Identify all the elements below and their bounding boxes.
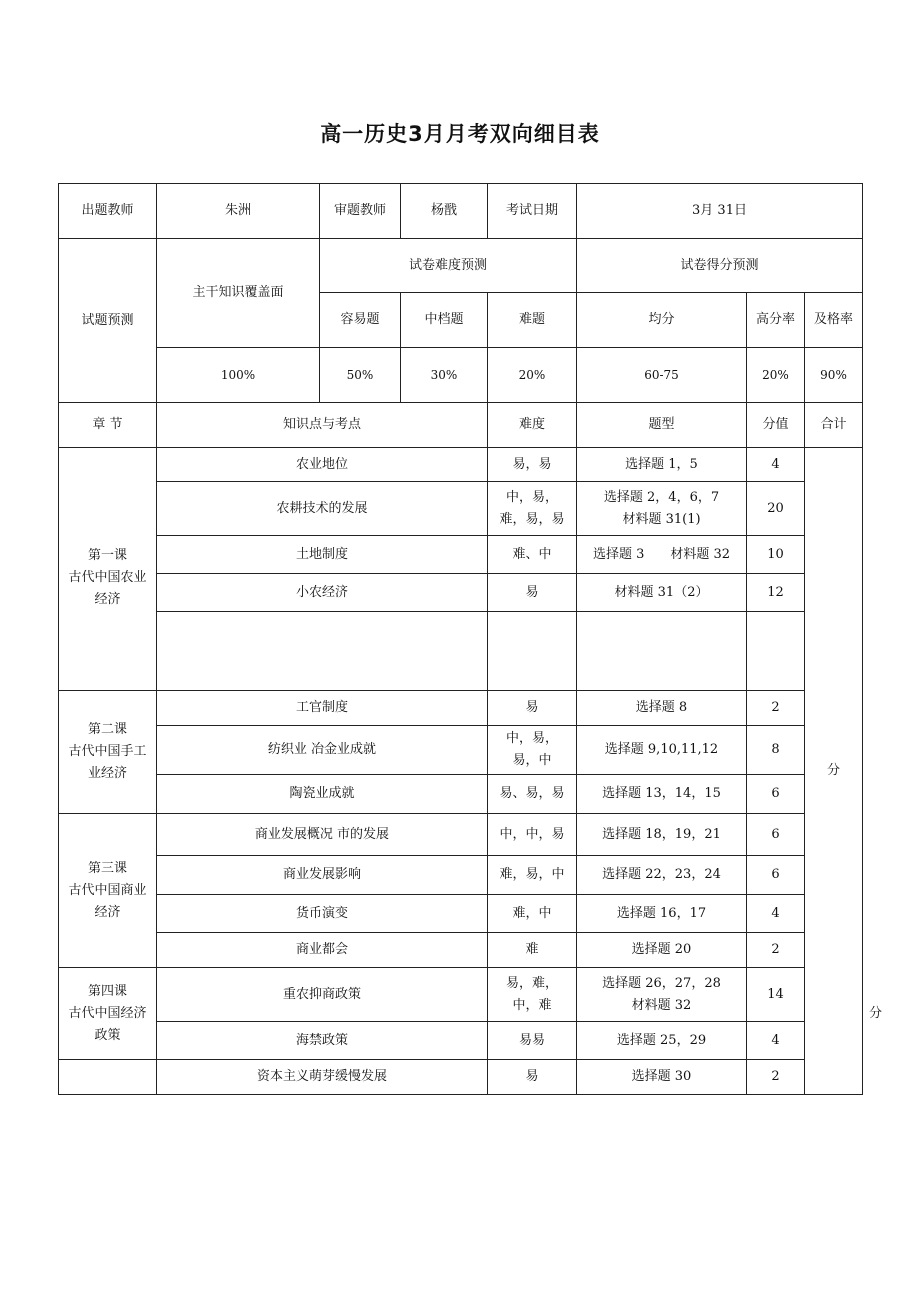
table-row: 第四课 古代中国经济政策 重农抑商政策 易，难，中，难 选择题 26，27，28 材料题 32 14 分 bbox=[59, 968, 863, 1022]
knowledge-point: 农业地位 bbox=[157, 448, 488, 482]
question-type: 选择题 13，14，15 bbox=[577, 775, 747, 814]
score-cell: 4 bbox=[747, 895, 805, 933]
difficulty-cell: 难，中 bbox=[488, 895, 577, 933]
question-type: 选择题 30 bbox=[577, 1060, 747, 1095]
difficulty-cell: 易，易 bbox=[488, 448, 577, 482]
chapter-name: 第四课 古代中国经济政策 bbox=[59, 968, 157, 1060]
avg-value: 60-75 bbox=[577, 348, 747, 403]
reviewer-label: 审题教师 bbox=[320, 184, 401, 239]
col-difficulty: 难度 bbox=[488, 403, 577, 448]
col-type: 题型 bbox=[577, 403, 747, 448]
empty-cell bbox=[488, 612, 577, 691]
hard-value: 20% bbox=[488, 348, 577, 403]
score-cell: 12 bbox=[747, 574, 805, 612]
knowledge-point: 纺织业 冶金业成就 bbox=[157, 726, 488, 775]
question-type: 选择题 2，4，6，7 材料题 31(1) bbox=[577, 482, 747, 536]
hard-label: 难题 bbox=[488, 293, 577, 348]
score-cell: 14 bbox=[747, 968, 805, 1022]
knowledge-point: 海禁政策 bbox=[157, 1022, 488, 1060]
header-row bbox=[59, 184, 863, 239]
table-row bbox=[59, 448, 863, 482]
score-cell: 2 bbox=[747, 933, 805, 968]
col-total: 合计 bbox=[805, 403, 863, 448]
empty-cell bbox=[577, 612, 747, 691]
score-cell: 2 bbox=[747, 1060, 805, 1095]
col-chapter: 章 节 bbox=[59, 403, 157, 448]
difficulty-cell: 中，易，难，易，易 bbox=[488, 482, 577, 536]
coverage-value: 100% bbox=[157, 348, 320, 403]
chapter-name: 第二课 古代中国手工业经济 bbox=[59, 691, 157, 814]
forecast-row-1 bbox=[59, 239, 863, 293]
detail-table bbox=[58, 183, 883, 1095]
pass-value: 90% bbox=[805, 348, 863, 403]
column-header-row bbox=[59, 403, 863, 448]
chapter-name: 第一课 古代中国农业经济 bbox=[59, 448, 157, 691]
difficulty-cell: 易 bbox=[488, 691, 577, 726]
forecast-row-3 bbox=[59, 348, 863, 403]
difficulty-cell: 易易 bbox=[488, 1022, 577, 1060]
empty-cell bbox=[747, 612, 805, 691]
knowledge-point: 商业发展概况 市的发展 bbox=[157, 814, 488, 856]
date-label: 考试日期 bbox=[488, 184, 577, 239]
easy-label: 容易题 bbox=[320, 293, 401, 348]
table-row bbox=[59, 691, 863, 726]
score-cell: 6 bbox=[747, 775, 805, 814]
question-type: 选择题 8 bbox=[577, 691, 747, 726]
score-cell: 4 bbox=[747, 448, 805, 482]
question-type: 选择题 22，23，24 bbox=[577, 856, 747, 895]
author-label: 出题教师 bbox=[59, 184, 157, 239]
difficulty-cell: 中，中，易 bbox=[488, 814, 577, 856]
difficulty-cell: 难，易，中 bbox=[488, 856, 577, 895]
question-type: 选择题 1，5 bbox=[577, 448, 747, 482]
high-label: 高分率 bbox=[747, 293, 805, 348]
difficulty-cell: 中，易，易，中 bbox=[488, 726, 577, 775]
difficulty-forecast-label: 试卷难度预测 bbox=[320, 239, 577, 293]
table-row bbox=[59, 536, 863, 574]
question-type: 选择题 18，19，21 bbox=[577, 814, 747, 856]
col-knowledge: 知识点与考点 bbox=[157, 403, 488, 448]
table-row bbox=[59, 1022, 863, 1060]
question-type: 选择题 3 材料题 32 bbox=[577, 536, 747, 574]
col-score: 分值 bbox=[747, 403, 805, 448]
empty-cell bbox=[59, 1060, 157, 1095]
chapter-name: 第三课 古代中国商业经济 bbox=[59, 814, 157, 968]
knowledge-point: 农耕技术的发展 bbox=[157, 482, 488, 536]
question-type: 选择题 20 bbox=[577, 933, 747, 968]
question-type: 材料题 31（2） bbox=[577, 574, 747, 612]
score-cell: 6 bbox=[747, 814, 805, 856]
forecast-label: 试题预测 bbox=[59, 239, 157, 403]
knowledge-point: 陶瓷业成就 bbox=[157, 775, 488, 814]
table-row bbox=[59, 574, 863, 612]
knowledge-point: 工官制度 bbox=[157, 691, 488, 726]
table-row bbox=[59, 726, 863, 775]
easy-value: 50% bbox=[320, 348, 401, 403]
score-cell: 20 bbox=[747, 482, 805, 536]
table-row bbox=[59, 1060, 863, 1095]
table-row bbox=[59, 482, 863, 536]
score-cell: 8 bbox=[747, 726, 805, 775]
score-cell: 6 bbox=[747, 856, 805, 895]
table-row bbox=[59, 933, 863, 968]
high-value: 20% bbox=[747, 348, 805, 403]
page-title: 高一历史3月月考双向细目表 bbox=[320, 122, 600, 146]
pass-label: 及格率 bbox=[805, 293, 863, 348]
medium-value: 30% bbox=[401, 348, 488, 403]
table-row bbox=[59, 775, 863, 814]
difficulty-cell: 难 bbox=[488, 933, 577, 968]
table-row bbox=[59, 814, 863, 856]
knowledge-point: 商业发展影响 bbox=[157, 856, 488, 895]
table-row bbox=[59, 856, 863, 895]
total-cell: 分 bbox=[805, 448, 863, 1095]
knowledge-point: 资本主义萌芽缓慢发展 bbox=[157, 1060, 488, 1095]
knowledge-point: 重农抑商政策 bbox=[157, 968, 488, 1022]
medium-label: 中档题 bbox=[401, 293, 488, 348]
difficulty-cell: 易 bbox=[488, 1060, 577, 1095]
difficulty-cell: 难、中 bbox=[488, 536, 577, 574]
date-value: 3月 31日 bbox=[577, 184, 863, 239]
empty-row bbox=[59, 612, 863, 691]
reviewer-value: 杨戬 bbox=[401, 184, 488, 239]
knowledge-point: 土地制度 bbox=[157, 536, 488, 574]
difficulty-cell: 易 bbox=[488, 574, 577, 612]
question-type: 选择题 26，27，28 材料题 32 bbox=[577, 968, 747, 1022]
author-value: 朱洲 bbox=[157, 184, 320, 239]
table-row bbox=[59, 895, 863, 933]
score-forecast-label: 试卷得分预测 bbox=[577, 239, 863, 293]
empty-cell bbox=[157, 612, 488, 691]
knowledge-point: 货币演变 bbox=[157, 895, 488, 933]
knowledge-point: 小农经济 bbox=[157, 574, 488, 612]
knowledge-point: 商业都会 bbox=[157, 933, 488, 968]
coverage-label: 主干知识覆盖面 bbox=[157, 239, 320, 348]
score-cell: 2 bbox=[747, 691, 805, 726]
difficulty-cell: 易，难，中，难 bbox=[488, 968, 577, 1022]
avg-label: 均分 bbox=[577, 293, 747, 348]
question-type: 选择题 9,10,11,12 bbox=[577, 726, 747, 775]
score-cell: 10 bbox=[747, 536, 805, 574]
score-cell: 4 bbox=[747, 1022, 805, 1060]
question-type: 选择题 16，17 bbox=[577, 895, 747, 933]
difficulty-cell: 易、易，易 bbox=[488, 775, 577, 814]
question-type: 选择题 25，29 bbox=[577, 1022, 747, 1060]
